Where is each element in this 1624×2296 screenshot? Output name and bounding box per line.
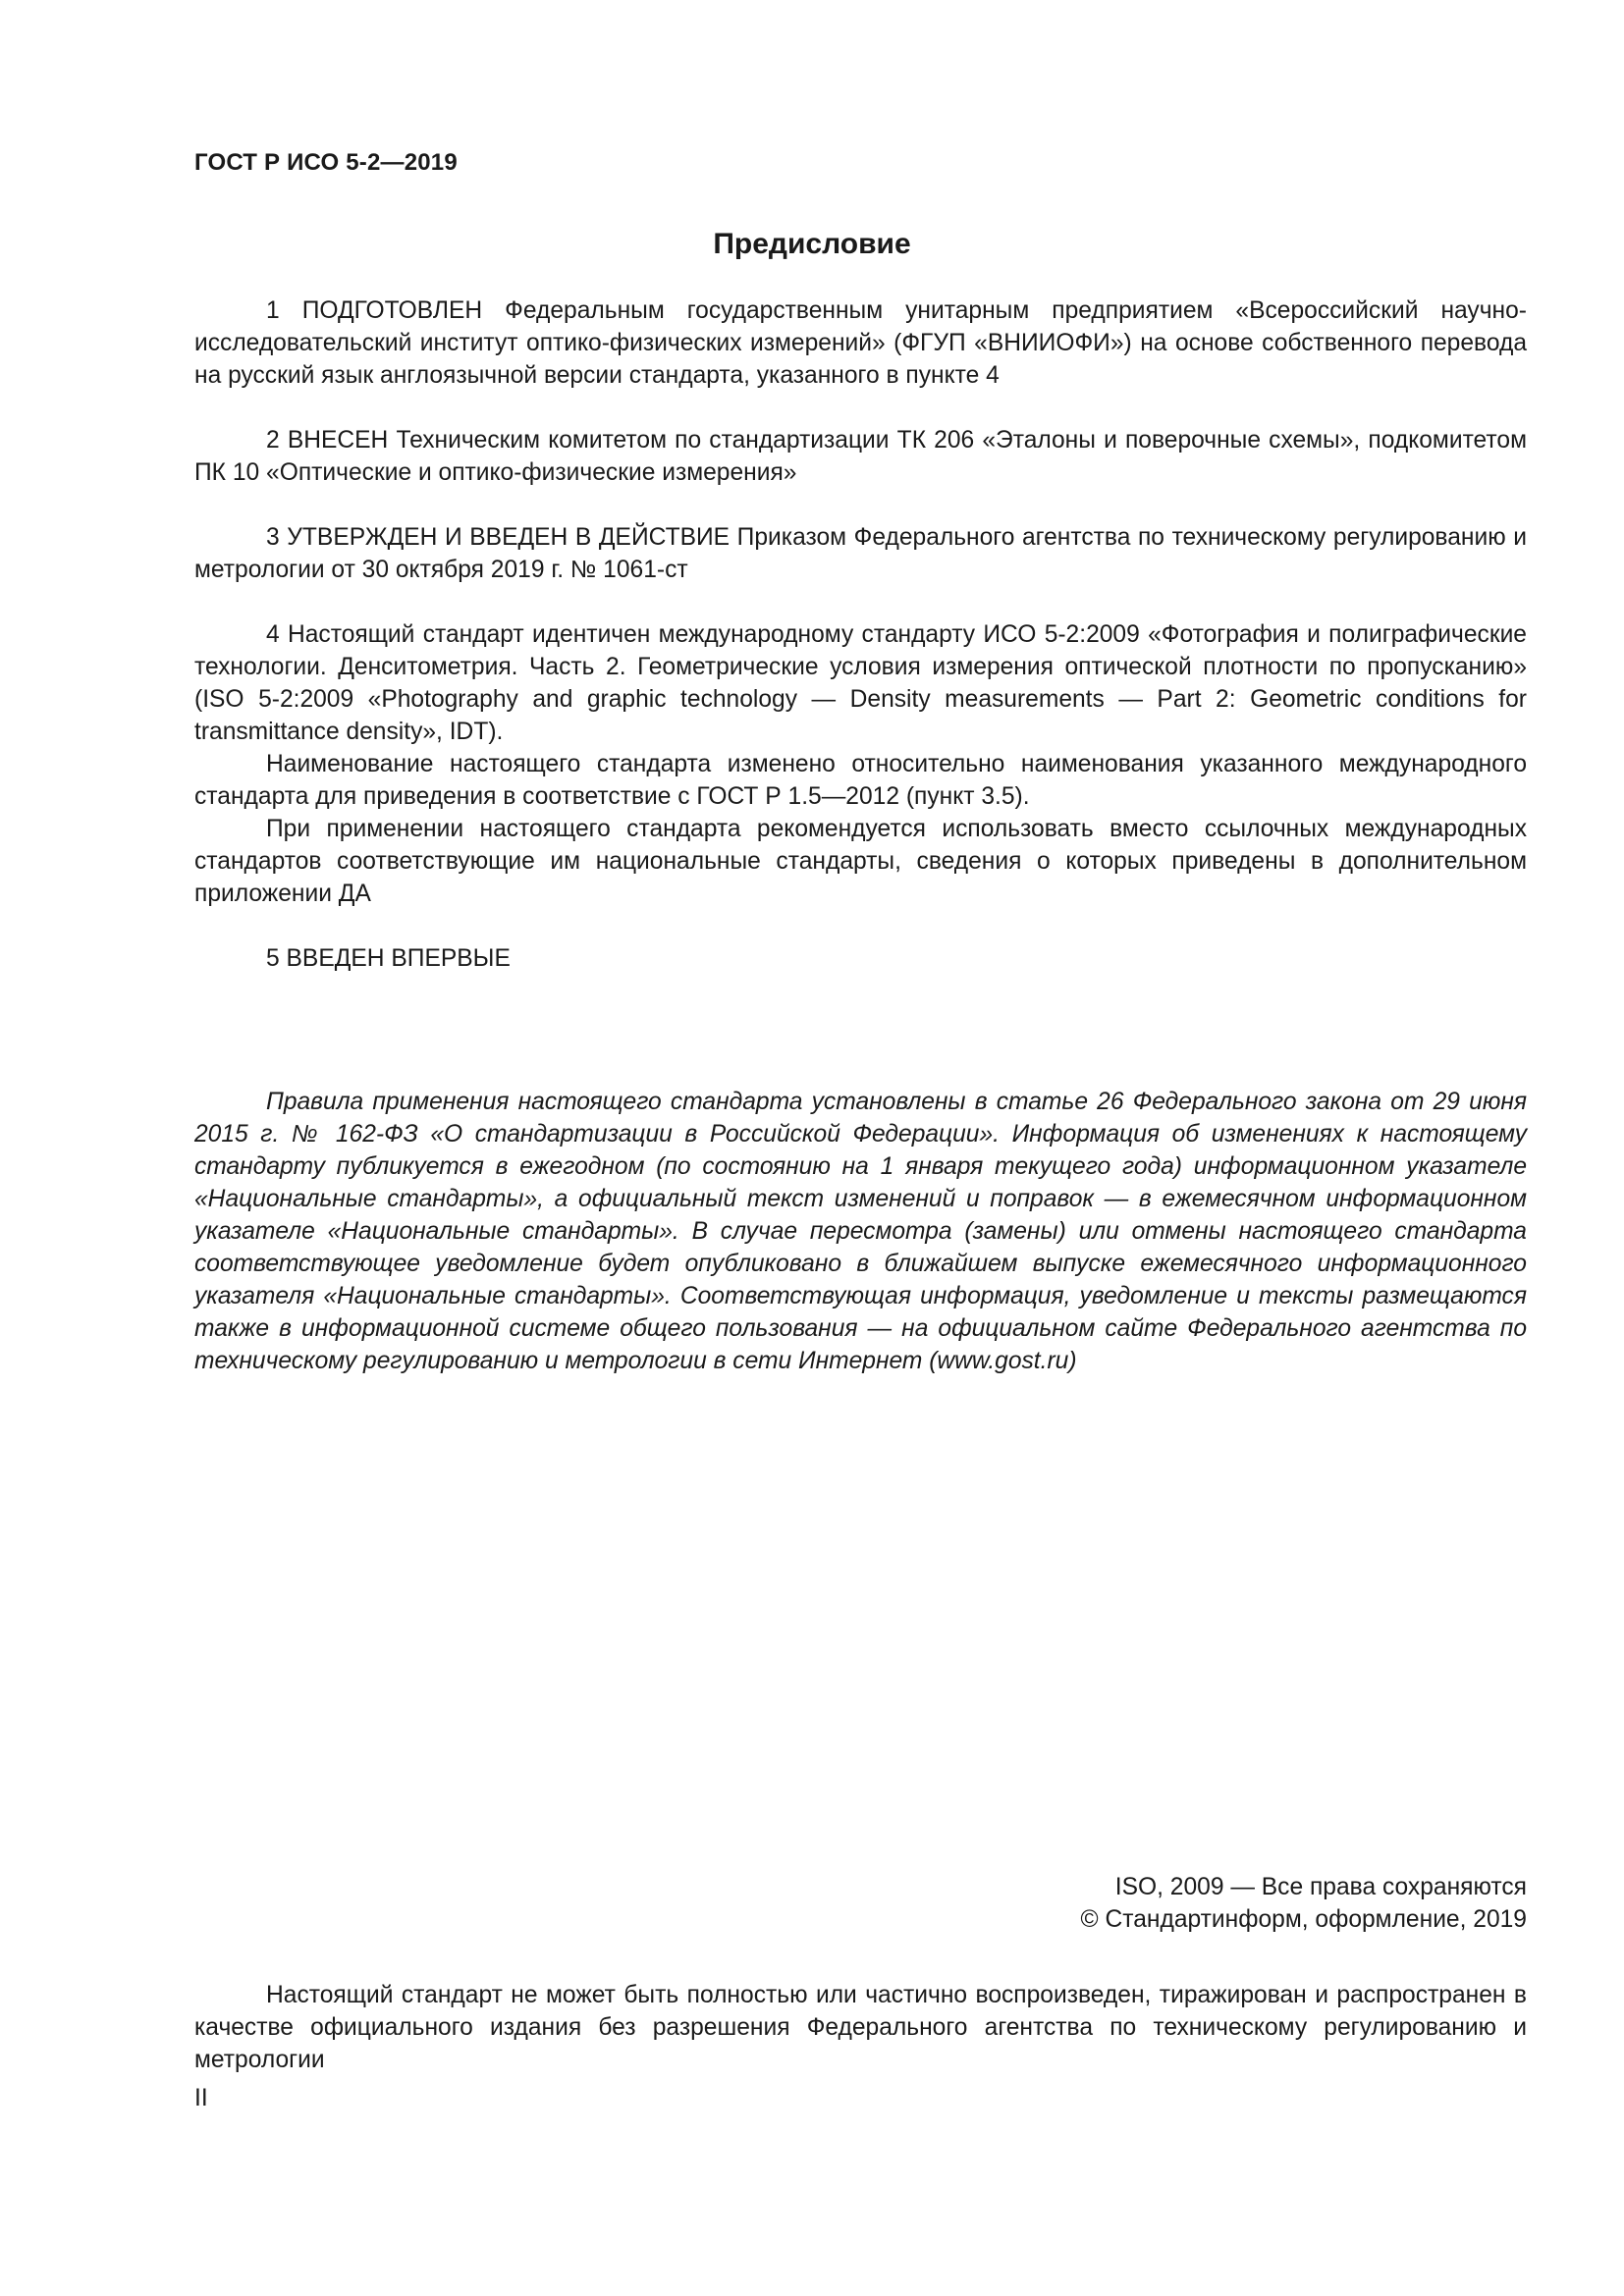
document-code-header: ГОСТ Р ИСО 5-2—2019 [194,149,458,176]
foreword-item-4: 4 Настоящий стандарт идентичен международному стандарту ИСО 5-2:2009 «Фотография и полиграфические технологии. Денситометрия. Часть 2. Геометрические условия измерения оптической плотности по пропусканию» (ISO 5-2:2009 «Photography and graphic technology — Density measurements — Part 2: Geometric conditions for transmittance density», IDT). [194,621,1527,745]
copyright-standartinform: © Стандартинформ, оформление, 2019 [1080,1906,1527,1933]
copyright-iso: ISO, 2009 — Все права сохраняются [1114,1874,1527,1900]
foreword-item-4-note-refs: При применении настоящего стандарта рекомендуется использовать вместо ссылочных международных стандартов соответствующие им национальные стандарты, сведения о которых приведены в дополнительном приложении ДА [194,816,1527,907]
foreword-body [194,294,1527,975]
foreword-item-2: 2 ВНЕСЕН Техническим комитетом по стандартизации ТК 206 «Эталоны и поверочные схемы», подкомитетом ПК 10 «Оптические и оптико-физические измерения» [194,427,1527,486]
foreword-item-5: 5 ВВЕДЕН ВПЕРВЫЕ [266,945,511,972]
foreword-item-4-note-name: Наименование настоящего стандарта изменено относительно наименования указанного международного стандарта для приведения в соответствие с ГОСТ Р 1.5—2012 (пункт 3.5). [194,751,1527,810]
application-rules-notice: Правила применения настоящего стандарта установлены в статье 26 Федерального закона от 29 июня 2015 г. № 162-ФЗ «О стандартизации в Российской Федерации». Информация об изменениях к настоящему стандарту публикуется в ежегодном (по состоянию на 1 января текущего года) информационном указателе «Национальные стандарты», а официальный текст изменений и поправок — в ежемесячном информационном указателе «Национальные стандарты». В случае пересмотра (замены) или отмены настоящего стандарта соответствующее уведомление будет опубликовано в ближайшем выпуске ежемесячного информационного указателя «Национальные стандарты». Соответствующая информация, уведомление и тексты размещаются также в информационной системе общего пользования — на официальном сайте Федерального агентства по техническому регулированию и метрологии в сети Интернет (www.gost.ru) [194,1089,1527,1374]
page-title: Предисловие [713,228,911,260]
foreword-item-3: 3 УТВЕРЖДЕН И ВВЕДЕН В ДЕЙСТВИЕ Приказом Федерального агентства по техническому регулированию и метрологии от 30 октября 2019 г. № 1061-ст [194,524,1527,583]
copyright-block [1081,1871,1527,1936]
foreword-item-1: 1 ПОДГОТОВЛЕН Федеральным государственным унитарным предприятием «Всероссийский научно-исследовательский институт оптико-физических измерений» (ФГУП «ВНИИОФИ») на основе собственного перевода на русский язык англоязычной версии стандарта, указанного в пункте 4 [194,297,1527,389]
reproduction-notice: Настоящий стандарт не может быть полностью или частично воспроизведен, тиражирован и распространен в качестве официального издания без разрешения Федерального агентства по техническому регулированию и метрологии [194,1982,1527,2073]
page-number: II [194,2085,208,2111]
